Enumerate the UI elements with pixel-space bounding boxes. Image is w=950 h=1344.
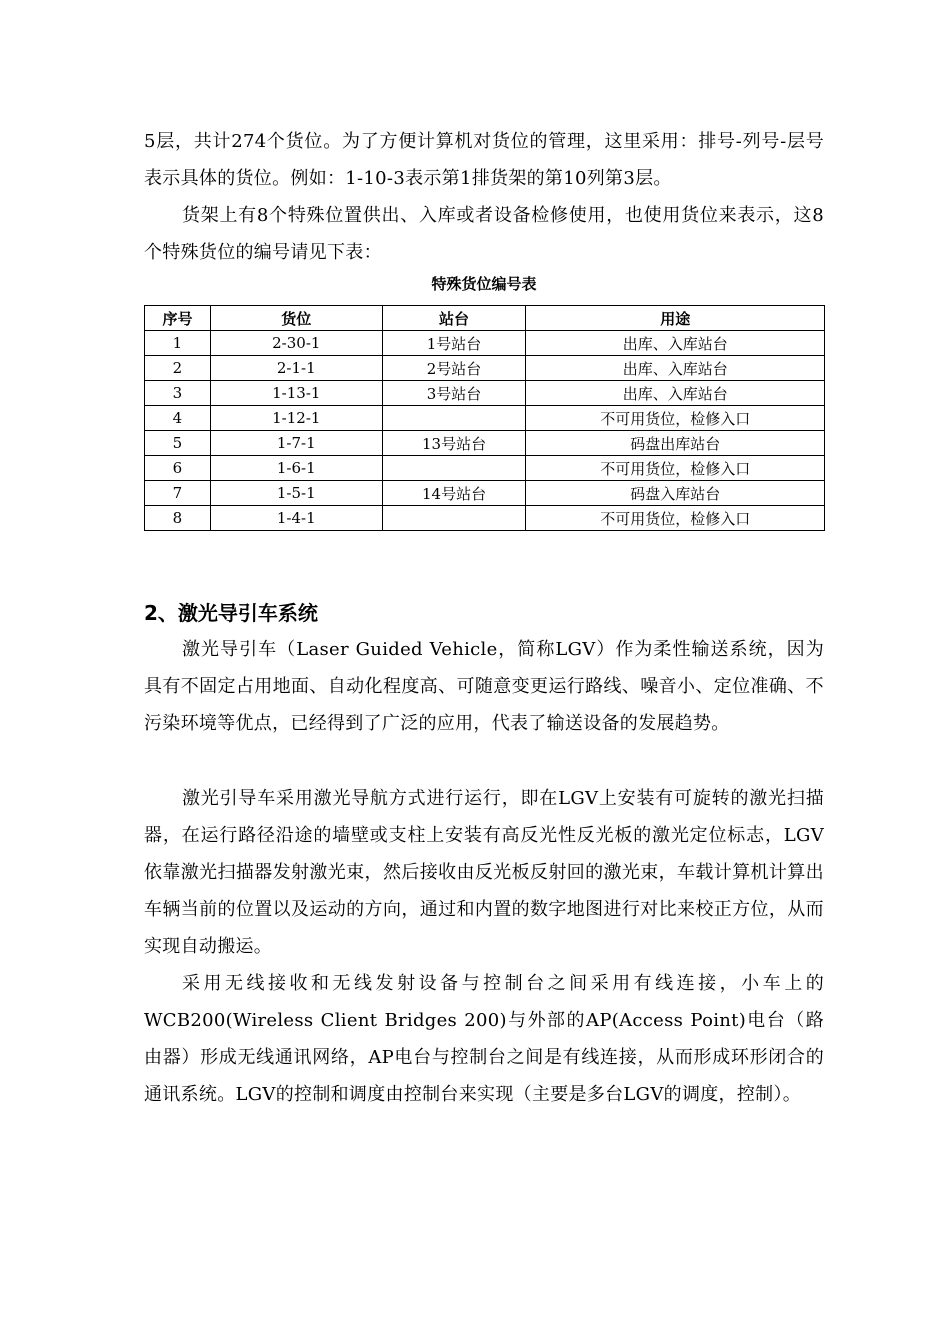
cell-index: 6 — [145, 456, 211, 481]
section-paragraph-2: 激光引导车采用激光导航方式进行运行，即在LGV上安装有可旋转的激光扫描器，在运行路径沿途的墙壁或支柱上安装有高反光性反光板的激光定位标志，LGV依靠激光扫描器发射激光束，然后接收由反光板反射回的激光束，车载计算机计算出车辆当前的位置以及运动的方向，通过和内置的数字地图进行对比来校正方位，从而实现自动搬运。 — [144, 788, 824, 957]
cell-station: 14号站台 — [382, 481, 526, 506]
section-paragraph-1: 激光导引车（Laser Guided Vehicle，简称LGV）作为柔性输送系统，因为具有不固定占用地面、自动化程度高、可随意变更运行路线、噪音小、定位准确、不污染环境等优点，已经得到了广泛的应用，代表了输送设备的发展趋势。 — [144, 639, 824, 734]
cell-index: 1 — [145, 331, 211, 356]
cell-slot: 2-30-1 — [210, 331, 382, 356]
header-slot: 货位 — [210, 306, 382, 331]
special-slots-table — [144, 305, 825, 531]
cell-usage: 不可用货位，检修入口 — [526, 406, 825, 431]
cell-usage: 不可用货位，检修入口 — [526, 456, 825, 481]
table-row — [145, 381, 825, 406]
cell-usage: 出库、入库站台 — [526, 331, 825, 356]
intro-paragraph-2: 货架上有8个特殊位置供出、入库或者设备检修使用，也使用货位来表示，这8个特殊货位的编号请见下表： — [144, 205, 824, 263]
cell-slot: 1-13-1 — [210, 381, 382, 406]
cell-station: 13号站台 — [382, 431, 526, 456]
table-row — [145, 331, 825, 356]
section-heading: 2、激光导引车系统 — [144, 601, 318, 625]
cell-usage: 码盘出库站台 — [526, 431, 825, 456]
cell-index: 2 — [145, 356, 211, 381]
section-paragraph-3: 采用无线接收和无线发射设备与控制台之间采用有线连接，小车上的WCB200(Wireless Client Bridges 200)与外部的AP(Access Point)电台（路由器）形成无线通讯网络，AP电台与控制台之间是有线连接，从而形成环形闭合的通讯系统。LGV的控制和调度由控制台来实现（主要是多台LGV的调度，控制）。 — [144, 973, 824, 1105]
cell-station: 3号站台 — [382, 381, 526, 406]
cell-index: 8 — [145, 506, 211, 531]
cell-station: 1号站台 — [382, 331, 526, 356]
table-row — [145, 456, 825, 481]
cell-slot: 1-12-1 — [210, 406, 382, 431]
cell-slot: 1-5-1 — [210, 481, 382, 506]
table-row — [145, 406, 825, 431]
cell-usage: 出库、入库站台 — [526, 356, 825, 381]
cell-station — [382, 406, 526, 431]
cell-slot: 2-1-1 — [210, 356, 382, 381]
table-row — [145, 431, 825, 456]
table-row — [145, 481, 825, 506]
intro-paragraph-1: 5层，共计274个货位。为了方便计算机对货位的管理，这里采用：排号-列号-层号表示具体的货位。例如：1-10-3表示第1排货架的第10列第3层。 — [144, 131, 824, 189]
cell-station — [382, 456, 526, 481]
table-row — [145, 506, 825, 531]
cell-station — [382, 506, 526, 531]
cell-slot: 1-6-1 — [210, 456, 382, 481]
cell-index: 4 — [145, 406, 211, 431]
header-index: 序号 — [145, 306, 211, 331]
header-station: 站台 — [382, 306, 526, 331]
table-header-row — [145, 306, 825, 331]
cell-usage: 不可用货位，检修入口 — [526, 506, 825, 531]
cell-index: 5 — [145, 431, 211, 456]
cell-station: 2号站台 — [382, 356, 526, 381]
cell-slot: 1-4-1 — [210, 506, 382, 531]
cell-usage: 出库、入库站台 — [526, 381, 825, 406]
cell-index: 7 — [145, 481, 211, 506]
table-caption: 特殊货位编号表 — [431, 275, 537, 293]
cell-index: 3 — [145, 381, 211, 406]
cell-usage: 码盘入库站台 — [526, 481, 825, 506]
table-row — [145, 356, 825, 381]
header-usage: 用途 — [526, 306, 825, 331]
cell-slot: 1-7-1 — [210, 431, 382, 456]
